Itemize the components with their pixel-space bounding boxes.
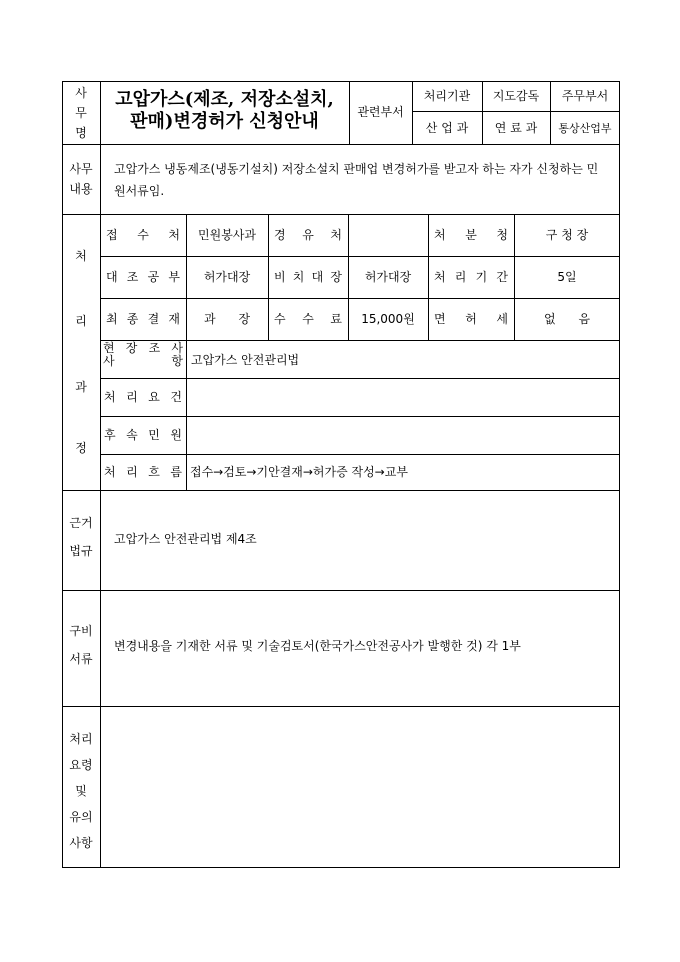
kept-ledger-value: 허가대장 bbox=[364, 270, 412, 284]
responsible-dept-header: 주무부서 bbox=[561, 89, 609, 103]
business-text: 고압가스 냉동제조(냉동기설치) 저장소설치 판매업 변경허가를 받고자 하는 자가 신청하는 민원서류임. bbox=[114, 162, 599, 198]
supervision-value: 연 료 과 bbox=[494, 121, 538, 135]
divider bbox=[412, 111, 620, 112]
followup-label: 후 속 민 원 bbox=[104, 428, 182, 442]
license-tax-label: 면 허 세 bbox=[434, 312, 508, 326]
divider bbox=[100, 416, 620, 417]
divider bbox=[428, 214, 429, 340]
legal-basis-text: 고압가스 안전관리법 제4조 bbox=[114, 532, 257, 546]
fee-label: 수 수 료 bbox=[274, 312, 342, 326]
business-label: 사무 내용 bbox=[69, 162, 93, 196]
license-tax-value: 없 음 bbox=[543, 312, 591, 326]
header-side-label: 사 무 명 bbox=[75, 86, 87, 140]
disposition-office-label: 처 분 청 bbox=[434, 228, 508, 242]
disposition-office-value: 구 청 장 bbox=[545, 228, 589, 242]
notes-label: 처리 요령 및 유의 사항 bbox=[69, 732, 93, 850]
ledger-check-value: 허가대장 bbox=[203, 270, 251, 284]
divider bbox=[100, 298, 620, 299]
flow-value: 접수→검토→기안결재→허가증 작성→교부 bbox=[190, 465, 408, 479]
field-survey-label: 현 장 조 사 사 항 bbox=[103, 341, 183, 368]
processing-period-label: 처 리 기 간 bbox=[434, 270, 508, 284]
responsible-dept-value: 통상산업부 bbox=[558, 122, 612, 135]
divider bbox=[62, 214, 620, 215]
process-side-label: 처 리 과 정 bbox=[75, 249, 87, 455]
processing-agency-value: 산 업 과 bbox=[425, 121, 469, 135]
divider bbox=[268, 214, 269, 340]
flow-label: 처 리 흐 름 bbox=[104, 465, 182, 479]
final-approval-label: 최 종 결 재 bbox=[106, 312, 180, 326]
kept-ledger-label: 비 치 대 장 bbox=[274, 270, 342, 284]
receipt-office-value: 민원봉사과 bbox=[198, 228, 256, 242]
field-survey-value: 고압가스 안전관리법 bbox=[191, 353, 300, 367]
ledger-check-label: 대 조 공 부 bbox=[106, 270, 180, 284]
divider bbox=[100, 454, 620, 455]
legal-basis-label: 근거 법규 bbox=[69, 516, 93, 558]
divider bbox=[62, 706, 620, 707]
documents-text: 변경내용을 기재한 서류 및 기술검토서(한국가스안전공사가 발행한 것) 각 1부 bbox=[114, 639, 521, 653]
supervision-header: 지도감독 bbox=[492, 89, 540, 103]
related-dept-label: 관련부서 bbox=[357, 105, 404, 119]
fee-value: 15,000원 bbox=[361, 312, 415, 326]
requirement-label: 처 리 요 건 bbox=[104, 390, 182, 404]
divider bbox=[100, 81, 101, 868]
processing-agency-header: 처리기관 bbox=[423, 89, 471, 103]
page-title: 고압가스(제조, 저장소설치, 판매)변경허가 신청안내 bbox=[115, 89, 334, 132]
final-approval-value: 과 장 bbox=[203, 312, 251, 326]
divider bbox=[62, 490, 620, 491]
receipt-office-label: 접 수 처 bbox=[106, 228, 180, 242]
divider bbox=[100, 256, 620, 257]
documents-label: 구비 서류 bbox=[69, 624, 93, 666]
divider bbox=[62, 590, 620, 591]
via-office-label: 경 유 처 bbox=[274, 228, 342, 242]
processing-period-value: 5일 bbox=[557, 270, 577, 284]
divider bbox=[100, 378, 620, 379]
divider bbox=[62, 144, 620, 145]
